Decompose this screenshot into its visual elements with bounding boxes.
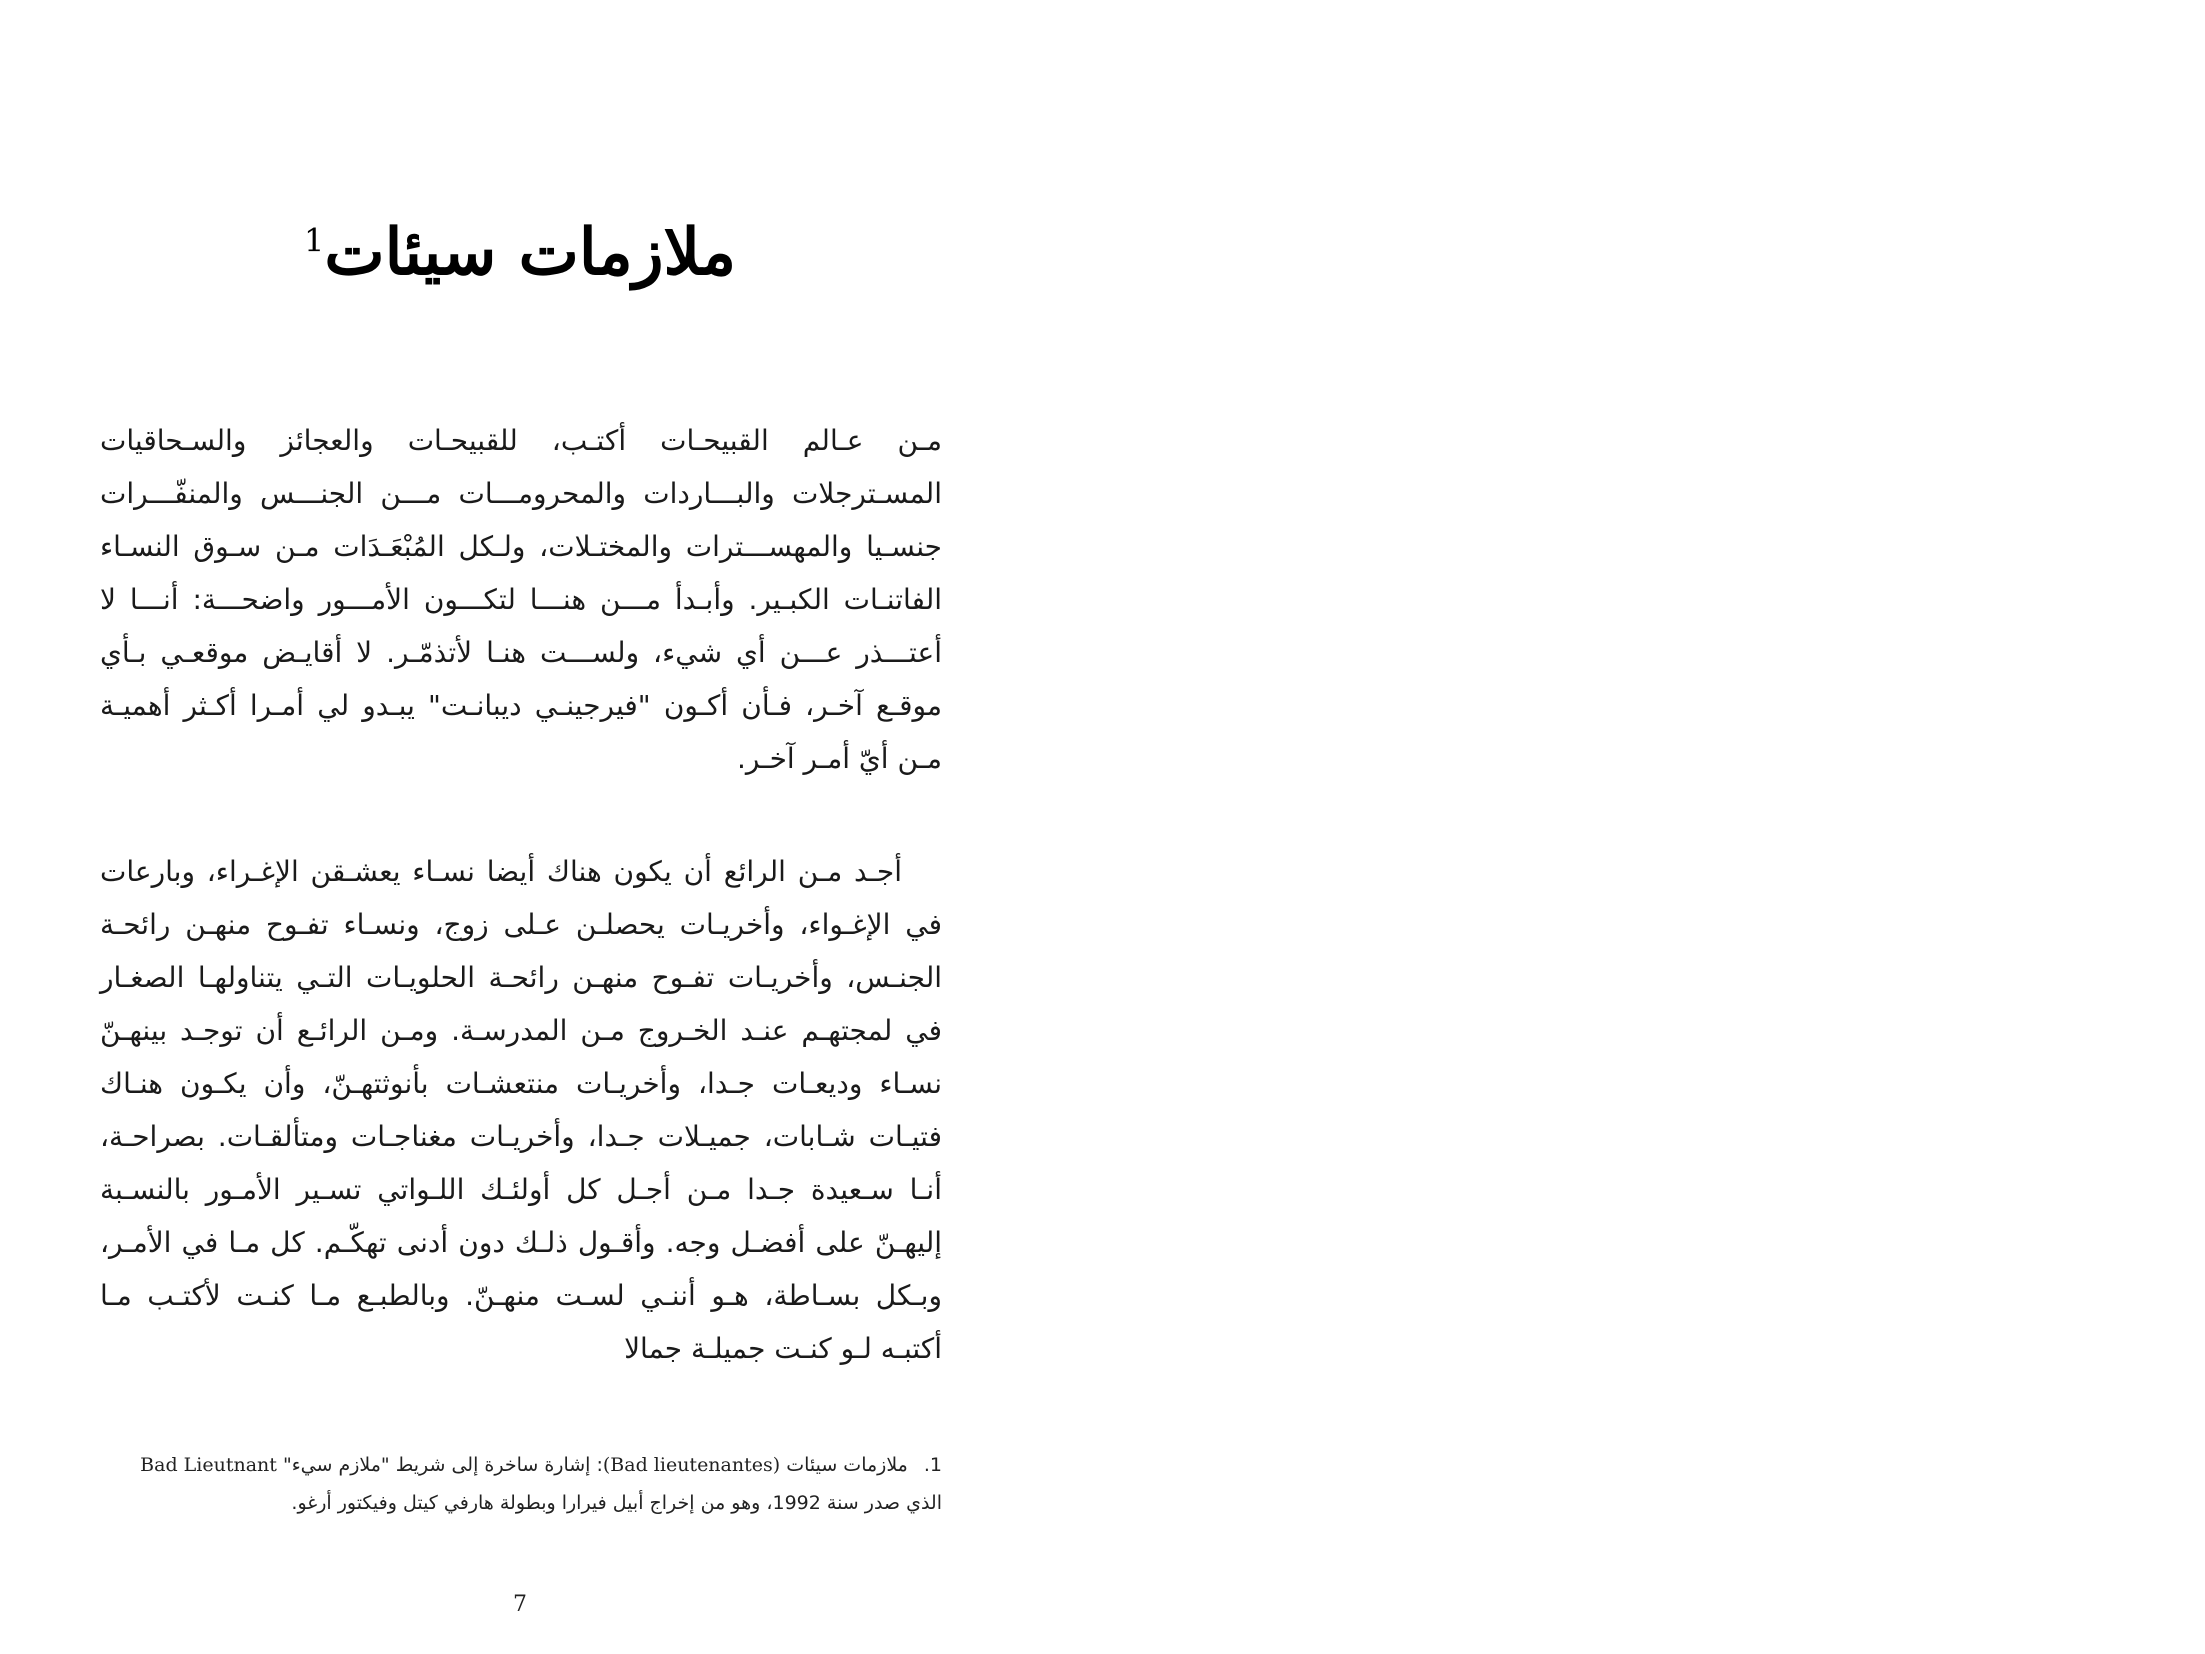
paragraph-1: مـن عـالم القبيحـات أكتـب، للقبيحـات والعجائز والسـحاقيات المسـترجلات والبـــاردات والمحرومـــات مـــن الجنـــس والمنفّـــرات جنسـيا والمهســـترات والمختـلات، ولـكل المُبْعَـدَات مـن سـوق النسـاء الفاتنـات الكبـير. وأبـدأ مـــن هنـــا لتكـــون الأمـــور واضحـــة: أنـــا لا أعتـــذر عـــن أي شيء، ولســـت هنـا لأتذمّـر. لا أقايـض موقعـي بـأي موقـع آخـر، فـأن أكـون "فيرجينـي ديبانـت" يبـدو لي أمـرا أكـثر أهميـة مـن أيّ أمـر آخـر. [100, 424, 942, 775]
footnote-number: 1. [923, 1454, 942, 1476]
chapter-title-text: ملازمات سيئات [324, 214, 737, 290]
footnote-text-2: : إشارة ساخرة إلى شريط [395, 1454, 603, 1476]
footnote-text-1: ملازمات سيئات [786, 1454, 908, 1476]
footnote [100, 1446, 942, 1522]
footnote-latin-film: Bad Lieutnant [140, 1454, 277, 1476]
title-footnote-marker: 1 [303, 221, 325, 260]
footnote-arabic-film: "ملازم سيء" [282, 1454, 390, 1476]
chapter-title [280, 193, 760, 313]
footnote-text-3: الذي صدر سنة 1992، وهو من إخراج أبيل فيرارا وبطولة هارفي كيتل وفيكتور أرغو. [291, 1492, 942, 1514]
footnote-latin-title: (Bad lieutenantes) [602, 1454, 781, 1476]
page-number: 7 [513, 1592, 527, 1617]
paragraph-2: أجـد مـن الرائع أن يكون هناك أيضا نسـاء يعشـقن الإغـراء، وبارعات في الإغـواء، وأخريـات يحصلـن عـلى زوج، ونسـاء تفـوح منهـن رائحـة الجنـس، وأخريـات تفـوح منهـن رائحـة الحلويـات التـي يتناولهـا الصغـار في لمجتهـم عنـد الخـروج مـن المدرسـة. ومـن الرائـع أن توجـد بينهـنّ نسـاء وديعـات جـدا، وأخريـات منتعشـات بأنوثتهـنّ، وأن يكـون هنـاك فتيـات شـابات، جميـلات جـدا، وأخريـات مغناجـات ومتألقـات. بصراحـة، أنـا سـعيدة جـدا مـن أجـل كل أولئـك اللـواتي تسـير الأمـور بالنسـبة إليهـنّ على أفضـل وجه. وأقـول ذلـك دون أدنى تهكّـم. كل مـا في الأمـر، وبـكل بسـاطة، هـو أننـي لسـت منهـنّ. وبالطبـع مـا كنـت لأكتـب مـا أكتبـه لـو كنـت جميلـة جمالا [100, 855, 942, 1365]
